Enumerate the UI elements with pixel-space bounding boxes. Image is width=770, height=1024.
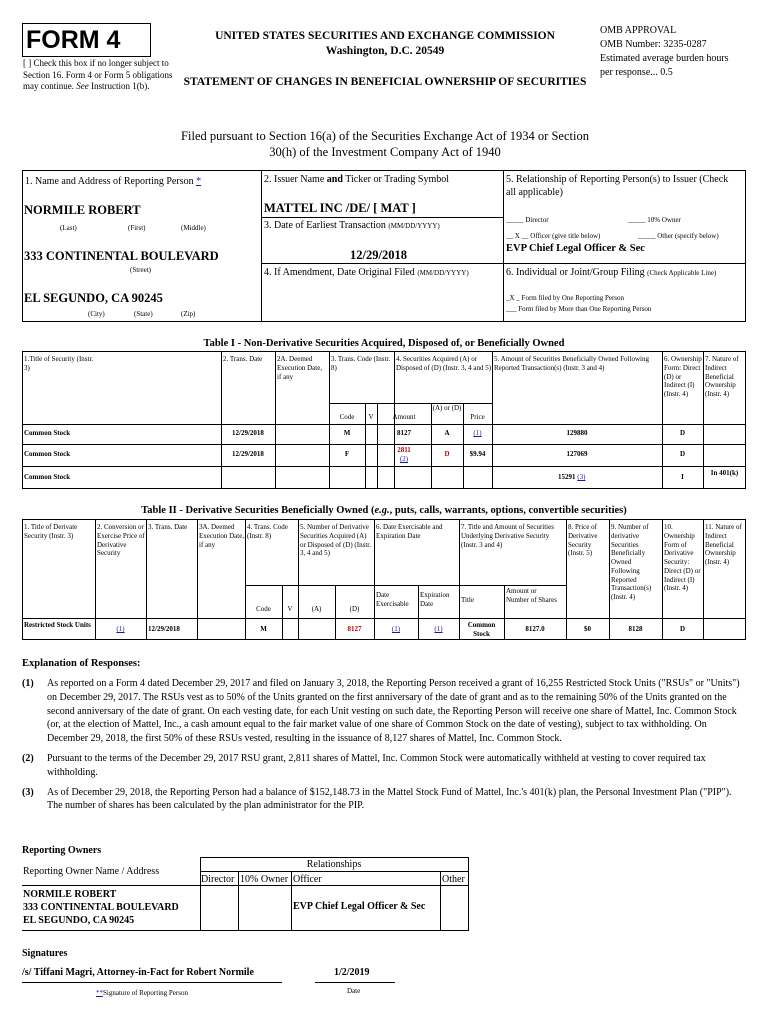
t2-row-date: 12/29/2018: [148, 625, 180, 633]
t1-row2-owned: 127069: [566, 450, 588, 458]
box3-label: 3. Date of Earliest Transaction (MM/DD/YYYY): [264, 220, 440, 231]
state-label: (State): [134, 310, 153, 318]
officer-title: EVP Chief Legal Officer & Sec: [506, 243, 645, 254]
t1-sub-price: Price: [470, 413, 485, 421]
omb-approval: OMB APPROVAL: [600, 25, 677, 36]
t2-h8: 8. Price of Derivative Security (Instr. 5): [568, 523, 598, 558]
explanation-num: (1): [22, 678, 34, 689]
t1-row1-amount: 8127: [397, 429, 411, 437]
t1-sub-aord: (A) or (D): [432, 404, 462, 412]
box4-label: 4. If Amendment, Date Original Filed (MM/DD/YYYY): [264, 267, 469, 278]
explanation-item: [22, 677, 746, 746]
footnote-asterisk[interactable]: *: [196, 176, 202, 187]
owners-relationships: Relationships: [306, 859, 362, 870]
date-label: Date: [347, 987, 361, 995]
t1-row2-code: F: [344, 450, 350, 458]
officer-checkbox[interactable]: __ X __ Officer (give title below): [506, 232, 601, 240]
t1-sub-v: V: [368, 413, 374, 421]
last-label: (Last): [60, 224, 77, 232]
city-value: EL SEGUNDO, CA 90245: [24, 291, 163, 305]
t2-sub-code: Code: [256, 605, 271, 613]
t1-sub-amount: Amount: [392, 413, 416, 421]
signature-marker[interactable]: **: [96, 989, 103, 997]
t2-row-exp[interactable]: (1): [434, 625, 443, 633]
director-checkbox[interactable]: _____ Director: [506, 216, 549, 224]
city-label: (City): [88, 310, 105, 318]
t2-h10: 10. Ownership Form of Derivative Security: Direct (D) or Indirect (I) (Instr. 4): [664, 523, 701, 593]
explanation-num: (2): [22, 752, 34, 764]
t2-sub-exp: Expiration Date: [420, 591, 450, 608]
t1-row2-amount: 2811: [397, 446, 411, 454]
owners-col-name: Reporting Owner Name / Address: [23, 866, 160, 877]
t1-row3-title: Common Stock: [24, 473, 71, 481]
t1-row2-title: Common Stock: [24, 450, 71, 458]
t2-sub-v: V: [287, 605, 293, 613]
t2-row-conv[interactable]: (1): [116, 625, 125, 633]
t1-h2a: 2A. Deemed Execution Date, if any: [277, 355, 323, 381]
t2-sub-a: (A): [311, 605, 322, 613]
check-box-note: [ ] Check this box if no longer subject to Section 16. Form 4 or Form 5 obligations may continue. See Instruction 1(b).: [23, 58, 173, 92]
one-person-checkbox[interactable]: _X _ Form filed by One Reporting Person: [506, 294, 625, 302]
t2-row-title: Restricted Stock Units: [24, 621, 91, 629]
issuer-name: MATTEL INC /DE/ [ MAT ]: [264, 201, 416, 215]
t1-row2-price: $9.94: [469, 450, 486, 458]
t1-row3-owned-note[interactable]: (3): [577, 473, 586, 481]
box1-label: 1. Name and Address of Reporting Person *: [25, 176, 202, 187]
owner-name: NORMILE ROBERT: [23, 889, 117, 900]
earliest-transaction-date: 12/29/2018: [350, 248, 407, 262]
street-label: (Street): [130, 266, 151, 274]
t1-h7: 7. Nature of Indirect Beneficial Ownership (Instr. 4): [705, 355, 739, 398]
t2-h4: 4. Trans. Code (Instr. 8): [247, 523, 288, 540]
box5-label: 5. Relationship of Reporting Person(s) to Issuer (Check all applicable): [506, 174, 729, 198]
t1-sub-code: Code: [339, 413, 355, 421]
explanation-text: As reported on a Form 4 dated December 29, 2017 and filed on January 3, 2018, the Reporting Person received a grant of 16,255 Restricted Stock Units ("RSUs" or "Units") on December 29, 2017. The RSUs vest as to 50% of the Units granted on the first anniversary of the date of grant and as to the remaining 50% of the Units granted on the second anniversary of the date of grant. On each vesting date, for each Unit vesting on such date, the Reporting Person will receive one share of Mattel, Inc. Common Stock (or, at the election of Mattel, Inc., a cash amount equal to the fair market value of one share of Common Stock on the date of vesting), subject to tax withholding. On December 29, 2018, the first 50% of these RSUs vested, resulting in the issuance of 8,127 shares of Mattel, Inc. Common Stock.: [47, 678, 740, 745]
t1-row1-form: D: [679, 429, 686, 437]
ten-pct-owner-checkbox[interactable]: _____ 10% Owner: [628, 216, 681, 224]
explanation-list: [22, 677, 746, 813]
owners-col-director: Director: [201, 874, 235, 885]
t2-row-d: 8127: [347, 625, 362, 633]
omb-number: OMB Number: 3235-0287: [600, 39, 707, 50]
t2-row-code: M: [260, 625, 267, 633]
t1-row2-date: 12/29/2018: [232, 450, 264, 458]
t1-row2-ad: D: [444, 450, 450, 458]
t2-h7: 7. Title and Amount of Securities Underlying Derivative Security (Instr. 3 and 4): [461, 523, 554, 549]
filed-pursuant: Filed pursuant to Section 16(a) of the Securities Exchange Act of 1934 or Section 30(h) of the Investment Company Act of 1940: [181, 129, 589, 160]
explanation-text: As of December 29, 2018, the Reporting Person had a balance of $152,148.73 in the Mattel Stock Fund of Mattel, Inc.'s 401(k) plan, the Personal Investment Plan ("PIP"). The number of shares has been calculated by the plan administrator for the PIP.: [47, 786, 732, 812]
t2-h11: 11. Nature of Indirect Beneficial Ownership (Instr. 4): [705, 523, 742, 566]
t1-row1-owned: 129880: [566, 429, 588, 437]
statement-title: STATEMENT OF CHANGES IN BENEFICIAL OWNERSHIP OF SECURITIES: [183, 76, 587, 88]
omb-burden: Estimated average burden hours per response... 0.5: [600, 53, 729, 78]
t2-sub-title: Title: [461, 596, 474, 604]
more-persons-checkbox[interactable]: ___ Form filed by More than One Reporting Person: [506, 305, 652, 313]
form-title-box: [22, 23, 151, 57]
t2-h3a: 3A. Deemed Execution Date, if any: [199, 523, 245, 549]
t2-sub-amount: Amount or Number of Shares: [506, 587, 557, 604]
owner-street: 333 CONTINENTAL BOULEVARD: [23, 902, 179, 913]
t2-h2: 2. Conversion or Exercise Price of Derivative Security: [97, 523, 145, 558]
t2-row-date-ex[interactable]: (1): [391, 625, 401, 633]
t1-h6: 6. Ownership Form: Direct (D) or Indirect (I) (Instr. 4): [664, 355, 702, 398]
t1-row1-date: 12/29/2018: [232, 429, 264, 437]
box6-label: 6. Individual or Joint/Group Filing (Check Applicable Line): [506, 267, 717, 278]
other-checkbox[interactable]: _____ Other (specify below): [638, 232, 719, 240]
t2-h5: 5. Number of Derivative Securities Acquired (A) or Disposed of (D) (Instr. 3, 4 and 5): [300, 523, 371, 558]
t2-row-price: $0: [584, 625, 591, 633]
t2-h9: 9. Number of derivative Securities Beneficially Owned Following Reported Transaction(s) (Instr. 4): [611, 523, 652, 601]
t2-h6: 6. Date Exercisable and Expiration Date: [376, 523, 443, 540]
t1-row1-price[interactable]: (1): [473, 429, 482, 437]
signature-date: 1/2/2019: [334, 967, 370, 978]
agency-location: Washington, D.C. 20549: [325, 45, 445, 57]
t2-sub-d: (D): [349, 605, 360, 613]
table1-title: Table I - Non-Derivative Securities Acquired, Disposed of, or Beneficially Owned: [203, 338, 565, 349]
t1-row2-form: D: [679, 450, 686, 458]
t1-row1-ad: A: [444, 429, 450, 437]
omb-box: [600, 24, 770, 80]
t1-row1-code: M: [343, 429, 351, 437]
signatures-title: Signatures: [22, 948, 68, 959]
street-value: 333 CONTINENTAL BOULEVARD: [24, 249, 219, 263]
t2-sub-date-ex: Date Exercisable: [376, 591, 409, 608]
explanation-item: [22, 752, 746, 780]
t1-row3-owned: 15291 (3): [558, 473, 586, 481]
form-title: FORM 4: [26, 26, 121, 54]
t1-h4: 4. Securities Acquired (A) or Disposed of (D) (Instr. 3, 4 and 5): [396, 355, 492, 372]
t1-h3: 3. Trans. Code (Instr. 8): [331, 355, 391, 372]
t2-row-u-amount: 8127.0: [525, 625, 545, 633]
explanation-title: Explanation of Responses:: [22, 658, 141, 669]
table2-title: Table II - Derivative Securities Beneficially Owned (e.g., puts, calls, warrants, options, convertible securities): [141, 505, 627, 516]
middle-label: (Middle): [181, 224, 206, 232]
owner-city: EL SEGUNDO, CA 90245: [23, 915, 135, 926]
owner-address: [23, 888, 179, 927]
agency-name: UNITED STATES SECURITIES AND EXCHANGE COMMISSION: [215, 30, 555, 42]
box2-label: 2. Issuer Name and Ticker or Trading Symbol: [264, 174, 450, 185]
t2-row-form: D: [679, 625, 686, 633]
t2-h1: 1. Title of Derivate Security (Instr. 3): [24, 523, 78, 540]
owners-col-other: Other: [442, 874, 465, 885]
t1-h5: 5. Amount of Securities Beneficially Owned Following Reported Transaction(s) (Instr. 3 and 4): [494, 355, 649, 372]
reporting-person-name: NORMILE ROBERT: [24, 203, 141, 217]
t1-h2: 2. Trans. Date: [223, 355, 263, 363]
owner-officer-title: EVP Chief Legal Officer & Sec: [293, 901, 426, 912]
t1-row3-nature: In 401(k): [710, 469, 739, 477]
owners-col-ten-pct: 10% Owner: [240, 874, 289, 885]
t2-row-u-title: Common Stock: [467, 621, 496, 638]
t1-row1-title: Common Stock: [24, 429, 71, 437]
explanation-text: Pursuant to the terms of the December 29, 2017 RSU grant, 2,811 shares of Mattel, Inc. Common Stock were automatically withheld at vesting to cover required tax withholding.: [47, 752, 706, 778]
owners-col-officer: Officer: [293, 874, 322, 885]
signer-name: /s/ Tiffani Magri, Attorney-in-Fact for Robert Normile: [22, 967, 254, 978]
owners-title: Reporting Owners: [22, 845, 102, 856]
t2-row-owned: 8128: [628, 625, 643, 633]
signature-label: **Signature of Reporting Person: [96, 989, 188, 997]
t1-h1: 1.Title of Security (Instr. 3): [24, 355, 94, 372]
owners-table: [22, 857, 468, 931]
t1-row2-amount-note[interactable]: (2): [399, 455, 409, 463]
first-label: (First): [128, 224, 146, 232]
explanation-num: (3): [22, 786, 34, 798]
explanation-item: [22, 786, 746, 814]
t1-row3-form: I: [681, 473, 684, 481]
t2-h3: 3. Trans. Date: [148, 523, 188, 531]
zip-label: (Zip): [181, 310, 196, 318]
